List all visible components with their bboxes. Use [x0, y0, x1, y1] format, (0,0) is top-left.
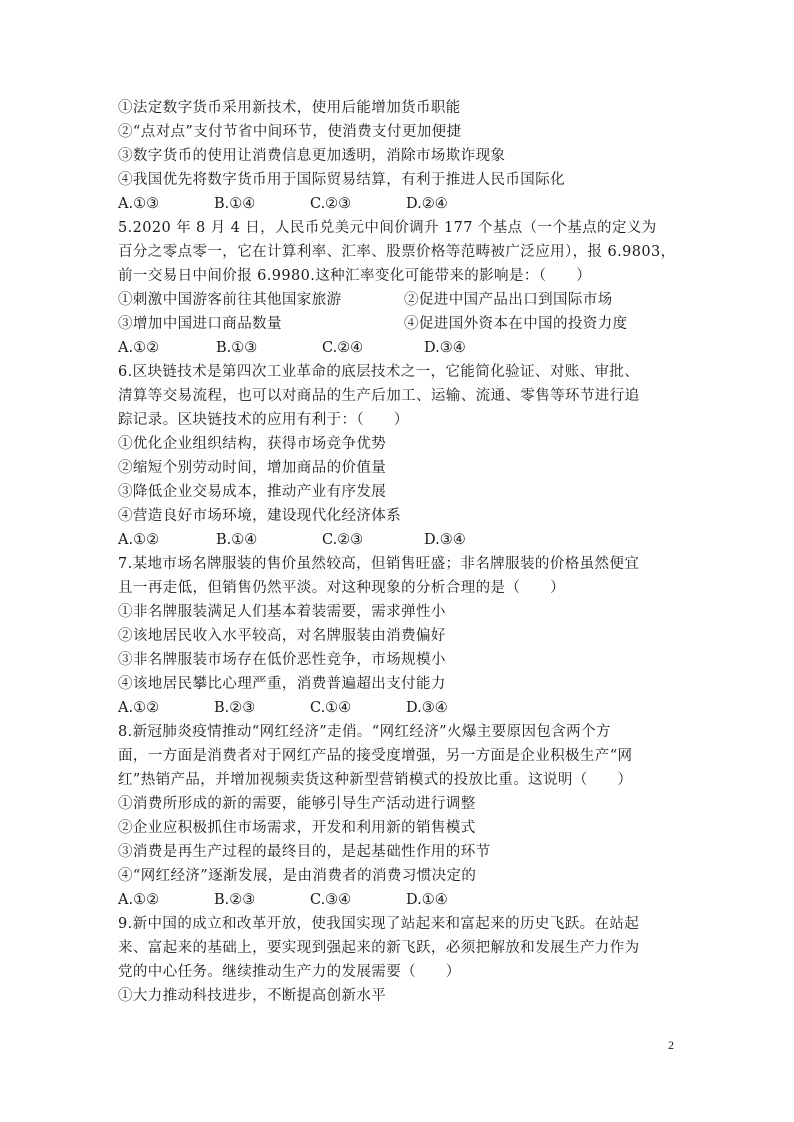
statement-3: ③降低企业交易成本，推动产业有序发展 [118, 484, 387, 500]
option-a: A.①② [118, 700, 160, 716]
option-c: C.③④ [310, 892, 352, 908]
statement-3: ③数字货币的使用让消费信息更加透明，消除市场欺诈现象 [118, 148, 506, 164]
option-d: D.②④ [406, 196, 448, 212]
question-9 [118, 912, 678, 1008]
statement-1: ①大力推动科技进步，不断提高创新水平 [118, 988, 387, 1004]
option-c: C.②④ [322, 340, 364, 356]
option-c: C.①④ [310, 700, 352, 716]
statement-3: ③增加中国进口商品数量 [118, 316, 282, 332]
question-stem-line: 面，一方面是消费者对于网红产品的接受度增强，另一方面是企业积极生产“网 [118, 748, 633, 764]
statement-4: ④营造良好市场环境，建设现代化经济体系 [118, 508, 402, 524]
question-5 [118, 216, 678, 360]
option-c: C.②③ [322, 532, 364, 548]
option-a: A.①③ [118, 196, 160, 212]
question-stem-line: 百分之零点零一，它在计算利率、汇率、股票价格等范畴被广泛应用），报 6.9803， [118, 244, 676, 260]
option-a: A.①② [118, 340, 160, 356]
question-8 [118, 720, 678, 912]
answer-options [118, 192, 678, 216]
statement-3: ③非名牌服装市场存在低价恶性竞争，市场规模小 [118, 652, 446, 668]
question-stem-line: 踪记录。区块链技术的应用有利于：（ ） [118, 412, 409, 428]
statement-4: ④“网红经济”逐渐发展，是由消费者的消费习惯决定的 [118, 868, 477, 884]
option-c: C.②③ [310, 196, 352, 212]
statement-2: ②促进中国产品出口到国际市场 [404, 292, 613, 308]
statement-2: ②该地居民收入水平较高，对名牌服装由消费偏好 [118, 628, 446, 644]
statement-1: ①非名牌服装满足人们基本着装需要，需求弹性小 [118, 604, 446, 620]
answer-options [118, 528, 678, 552]
answer-options [118, 888, 678, 912]
answer-options [118, 696, 678, 720]
option-d: D.①④ [406, 892, 448, 908]
question-stem-line: 且一再走低，但销售仍然平淡。对这种现象的分析合理的是（ ） [118, 580, 565, 596]
option-b: B.①④ [216, 532, 258, 548]
question-4-tail [118, 96, 678, 216]
option-d: D.③④ [406, 700, 448, 716]
question-stem-line: 清算等交易流程，也可以对商品的生产后加工、运输、流通、零售等环节进行追 [118, 388, 640, 404]
option-d: D.③④ [424, 532, 466, 548]
statement-4: ④我国优先将数字货币用于国际贸易结算，有利于推进人民币国际化 [118, 172, 565, 188]
statement-1: ①消费所形成的新的需要，能够引导生产活动进行调整 [118, 796, 476, 812]
option-b: B.②③ [214, 892, 256, 908]
question-stem-line: 来、富起来的基础上，要实现到强起来的新飞跃，必须把解放和发展生产力作为 [118, 940, 640, 956]
statement-3: ③消费是再生产过程的最终目的，是起基础性作用的环节 [118, 844, 491, 860]
question-stem-line: 红”热销产品，并增加视频卖货这种新型营销模式的投放比重。这说明（ ） [118, 772, 633, 788]
statement-pair [118, 288, 678, 312]
question-stem-line: 6.区块链技术是第四次工业革命的底层技术之一，它能简化验证、对账、审批、 [118, 364, 640, 380]
question-stem-line: 前一交易日中间价报 6.9980.这种汇率变化可能带来的影响是：（ ） [118, 268, 592, 284]
question-7 [118, 552, 678, 720]
statement-2: ②“点对点”支付节省中间环节，使消费支付更加便捷 [118, 124, 462, 140]
statement-1: ①刺激中国游客前往其他国家旅游 [118, 292, 342, 308]
answer-options [118, 336, 678, 360]
option-b: B.①④ [214, 196, 256, 212]
option-a: A.①② [118, 532, 160, 548]
statement-1: ①优化企业组织结构，获得市场竞争优势 [118, 436, 387, 452]
statement-4: ④促进国外资本在中国的投资力度 [404, 316, 628, 332]
statement-pair [118, 312, 678, 336]
option-d: D.③④ [424, 340, 466, 356]
statement-1: ①法定数字货币采用新技术，使用后能增加货币职能 [118, 100, 461, 116]
page-number: 2 [668, 1038, 674, 1052]
question-stem-line: 7.某地市场名牌服装的售价虽然较高，但销售旺盛；非名牌服装的价格虽然便宜 [118, 556, 640, 572]
option-a: A.①② [118, 892, 160, 908]
statement-4: ④该地居民攀比心理严重，消费普遍超出支付能力 [118, 676, 446, 692]
question-stem-line: 9.新中国的成立和改革开放，使我国实现了站起来和富起来的历史飞跃。在站起 [118, 916, 640, 932]
question-6 [118, 360, 678, 552]
statement-2: ②缩短个别劳动时间，增加商品的价值量 [118, 460, 387, 476]
option-b: B.②③ [214, 700, 256, 716]
question-stem-line: 8.新冠肺炎疫情推动“网红经济”走俏。“网红经济”火爆主要原因包含两个方 [118, 724, 611, 740]
question-stem-line: 党的中心任务。继续推动生产力的发展需要（ ） [118, 964, 461, 980]
statement-2: ②企业应积极抓住市场需求，开发和利用新的销售模式 [118, 820, 476, 836]
question-stem-line: 5.2020 年 8 月 4 日，人民币兑美元中间价调升 177 个基点（一个基点的定义为 [118, 220, 657, 236]
exam-content [118, 96, 678, 1008]
option-b: B.①③ [216, 340, 258, 356]
